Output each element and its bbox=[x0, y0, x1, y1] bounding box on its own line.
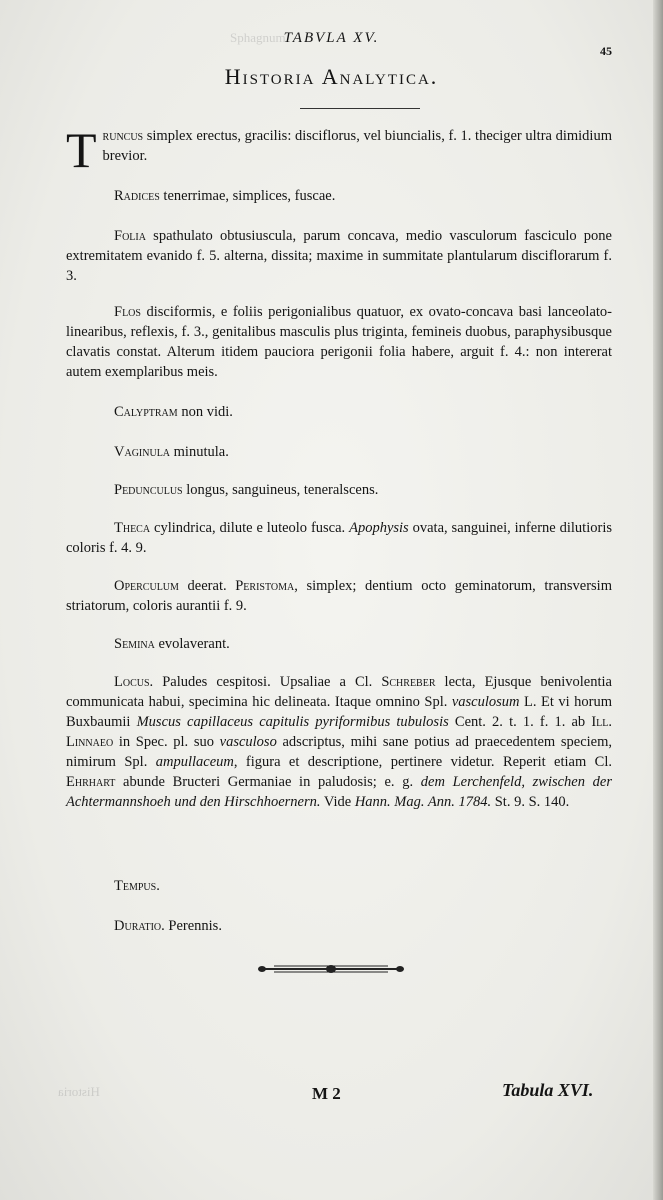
entry-locus bbox=[66, 672, 612, 812]
entry-label: Locus. bbox=[114, 674, 154, 690]
entry-text: spathulato obtusiuscula, parum concava, medio vasculorum fasciculo pone extremitatem evanido f. 5. alterna, dissita; maxime in summitate plantularum disciflorarum f. 3. bbox=[66, 228, 612, 284]
page-gutter-shadow bbox=[653, 0, 663, 1200]
entry-text: deerat. bbox=[178, 578, 236, 594]
entry-text: simplex erectus, gracilis: disciflorus, vel biuncialis, f. 1. theciger ultra dimidium brevior. bbox=[102, 128, 612, 164]
entry-tempus bbox=[66, 876, 612, 896]
author-schreber: Schreber bbox=[381, 674, 436, 690]
catchword: Tabula XVI. bbox=[502, 1080, 594, 1100]
entry-text: Perennis. bbox=[164, 918, 222, 934]
honorific-ill: Ill. bbox=[591, 714, 612, 730]
entry-text: cylindrica, dilute e luteolo fusca. bbox=[150, 520, 350, 536]
entry-label: Theca bbox=[114, 520, 151, 536]
entry-folia bbox=[66, 226, 612, 286]
entry-text: tenerrimae, simplices, fuscae. bbox=[159, 188, 336, 204]
show-through-text: Sphagnum bbox=[230, 30, 286, 45]
locus-text: , figura et descriptione, pertinere videtur. Reperit etiam Cl. bbox=[233, 754, 612, 770]
reference-hann: Hann. Mag. Ann. 1784. bbox=[354, 794, 492, 810]
place-lerchenfeld: dem Lerchenfeld, zwischen der Achtermannshoeh und den Hirschhoernern. bbox=[66, 774, 612, 810]
author-ehrhart: Ehrhart bbox=[66, 774, 116, 790]
peristoma-label: Peristoma bbox=[235, 578, 295, 594]
species-ampullaceum: ampullaceum bbox=[155, 754, 234, 770]
entry-label: Vaginula bbox=[114, 444, 171, 460]
entry-text: evolaverant. bbox=[154, 636, 230, 652]
drop-cap: T bbox=[66, 122, 97, 178]
entry-flos bbox=[66, 302, 612, 382]
entry-label: Duratio. bbox=[114, 918, 165, 934]
entry-label: runcus bbox=[102, 128, 144, 144]
entry-radices bbox=[66, 186, 612, 206]
entry-label: Calyptram bbox=[114, 404, 178, 420]
entry-text: longus, sanguineus, teneralscens. bbox=[182, 482, 379, 498]
locus-text: lecta, Ejusque benivolentia communicata habui, specimina hic delineata. Itaque omnino Spl. bbox=[66, 674, 612, 710]
locus-text: abunde Bructeri Germaniae in paludosis; e. g. bbox=[115, 774, 421, 790]
entry-vaginula bbox=[66, 442, 612, 462]
peristoma-text: , simplex; dentium octo geminatorum, transversim striatorum, coloris aurantii f. 9. bbox=[66, 578, 612, 614]
entry-text: minutula. bbox=[170, 444, 229, 460]
entry-theca bbox=[66, 518, 612, 558]
apophysis-label: Apophysis bbox=[349, 520, 409, 536]
locus-text: Vide bbox=[320, 794, 355, 810]
entry-label: Tempus. bbox=[114, 878, 160, 894]
page-number: 45 bbox=[600, 44, 612, 58]
page-title: Historia Analytica. bbox=[224, 64, 439, 89]
entry-pedunculus bbox=[66, 480, 612, 500]
locus-text: Paludes cespitosi. Upsaliae a Cl. bbox=[153, 674, 382, 690]
ornament-divider bbox=[256, 962, 406, 976]
species-vasculoso: vasculoso bbox=[219, 734, 277, 750]
entry-truncus bbox=[66, 122, 612, 178]
entry-label: Folia bbox=[114, 228, 146, 244]
show-through-text: Historia bbox=[58, 1084, 100, 1099]
locus-text: L. Et vi horum Buxbaumii bbox=[66, 694, 612, 730]
running-head: TABVLA XV. bbox=[283, 30, 380, 46]
species-vasculosum: vasculosum bbox=[451, 694, 520, 710]
locus-text: Cent. 2. t. 1. f. 1. ab bbox=[448, 714, 592, 730]
entry-label: Semina bbox=[114, 636, 155, 652]
entry-label: Flos bbox=[114, 304, 141, 320]
locus-text: in Spec. pl. suo bbox=[113, 734, 220, 750]
apophysis-text: ovata, sanguinei, inferne dilutioris coloris f. 4. 9. bbox=[66, 520, 612, 556]
entry-label: Operculum bbox=[114, 578, 179, 594]
title-rule bbox=[300, 108, 420, 109]
signature-mark: M 2 bbox=[312, 1084, 341, 1103]
entry-calyptra bbox=[66, 402, 612, 422]
author-linnaeo: Linnaeo bbox=[66, 734, 114, 750]
entry-label: Radices bbox=[114, 188, 160, 204]
species-muscus: Muscus capillaceus capitulis pyriformibus tubulosis bbox=[136, 714, 449, 730]
locus-text: adscriptus, mihi sane potius ad praecedentem speciem, nimirum Spl. bbox=[66, 734, 612, 770]
entry-operculum bbox=[66, 576, 612, 616]
entry-duratio bbox=[66, 916, 612, 936]
entry-text: disciformis, e foliis perigonialibus quatuor, ex ovato-concava basi lanceolato-linearibus, reflexis, f. 3., genitalibus masculis plus triginta, femineis duobus, paraphysibusque clavatis constat. Alterum itidem pauciora perigonii folia habere, arguit f. 4.: non intererat autem exemplaribus meis. bbox=[66, 304, 612, 380]
entry-semina bbox=[66, 634, 612, 654]
entry-label: Pedunculus bbox=[114, 482, 183, 498]
locus-text: St. 9. S. 140. bbox=[491, 794, 570, 810]
entry-text: non vidi. bbox=[177, 404, 233, 420]
